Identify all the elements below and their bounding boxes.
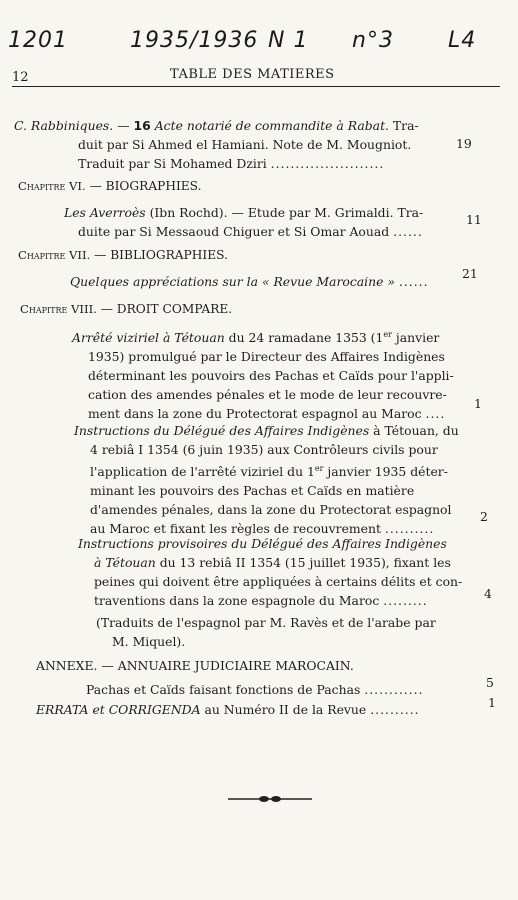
toc-entry-arrete-viziriel: Arrêté viziriel à Tétouan du 24 ramadane 1353 (1er janvier 1935) promulgué par le Directeur des Affaires Indigènes déterminant les pouvoirs des Pachas et Caïds pour l'appli- cation des amendes pénales et le mode de leur recouvre- ment dans la zone du Protectorat espagnol au Maroc .... [72, 330, 454, 422]
page-ref: 2 [480, 509, 488, 524]
toc-entry-instructions-delegue: Instructions du Délégué des Affaires Indigènes à Tétouan, du 4 rebiâ I 1354 (6 juin 1935) aux Contrôleurs civils pour l'application de l'arrêté viziriel du 1er janvier 1935 déter- minant les pouvoirs des Pachas et Caïds en matière d'amendes pénales, dans la zone du Protectorat espagnol au Maroc et fixant les règles de recouvrement .......... [74, 423, 459, 537]
annex-heading: ANNEXE. — ANNUAIRE JUDICIAIRE MAROCAIN. [36, 658, 354, 673]
toc-entry-errata: ERRATA et CORRIGENDA au Numéro II de la Revue .......... [36, 702, 420, 717]
entry-item-number: 16 [133, 118, 151, 133]
page-ref: 1 [488, 695, 496, 710]
handwritten-note-left: 1201 [8, 28, 68, 53]
page-title: TABLE DES MATIERES [170, 67, 335, 82]
translation-note: (Traduits de l'espagnol par M. Ravès et de l'arabe par M. Miquel). [96, 615, 436, 649]
toc-entry-pachas: Pachas et Caïds faisant fonctions de Pachas ............ [86, 682, 424, 697]
handwritten-note-right: L4 [448, 28, 477, 53]
toc-entry-rabbiniques: C. Rabbiniques. — 16 Acte notarié de commandite à Rabat. Tra- duit par Si Ahmed el Hamiani. Note de M. Mougniot. Traduit par Si Mohamed Dziri ....................... [14, 118, 419, 171]
chapter-heading-vi: Chapitre VI. — BIOGRAPHIES. [18, 179, 202, 193]
handwritten-note-years: 1935/1936 [130, 28, 259, 53]
page-number: 12 [12, 70, 29, 85]
page-ref: 4 [484, 586, 492, 601]
page-ref: 19 [456, 136, 472, 151]
page-ref: 21 [462, 266, 478, 281]
handwritten-note-volume: N 1 [268, 28, 309, 53]
toc-entry-bibliographies: Quelques appréciations sur la « Revue Marocaine » ...... [70, 274, 429, 289]
page-ref: 5 [486, 675, 494, 690]
page-ref: 11 [466, 212, 482, 227]
chapter-heading-vii: Chapitre VII. — BIBLIOGRAPHIES. [18, 248, 228, 262]
entry-lead: C. Rabbiniques. [14, 118, 114, 133]
header-rule [12, 86, 500, 87]
chapter-heading-viii: Chapitre VIII. — DROIT COMPARE. [20, 302, 233, 316]
page-ref: 1 [474, 396, 482, 411]
handwritten-note-number: n°3 [352, 28, 394, 53]
toc-entry-averroes: Les Averroès (Ibn Rochd). — Etude par M. Grimaldi. Tra- duite par Si Messaoud Chiguer et Si Omar Aouad ...... [64, 205, 424, 239]
end-ornament [228, 795, 312, 803]
toc-entry-instructions-provisoires: Instructions provisoires du Délégué des Affaires Indigènes à Tétouan du 13 rebiâ II 1354 (15 juillet 1935), fixant les peines qui doivent être appliquées à certains délits et con- traventions dans la zone espagnole du Maroc ......... [78, 536, 463, 608]
